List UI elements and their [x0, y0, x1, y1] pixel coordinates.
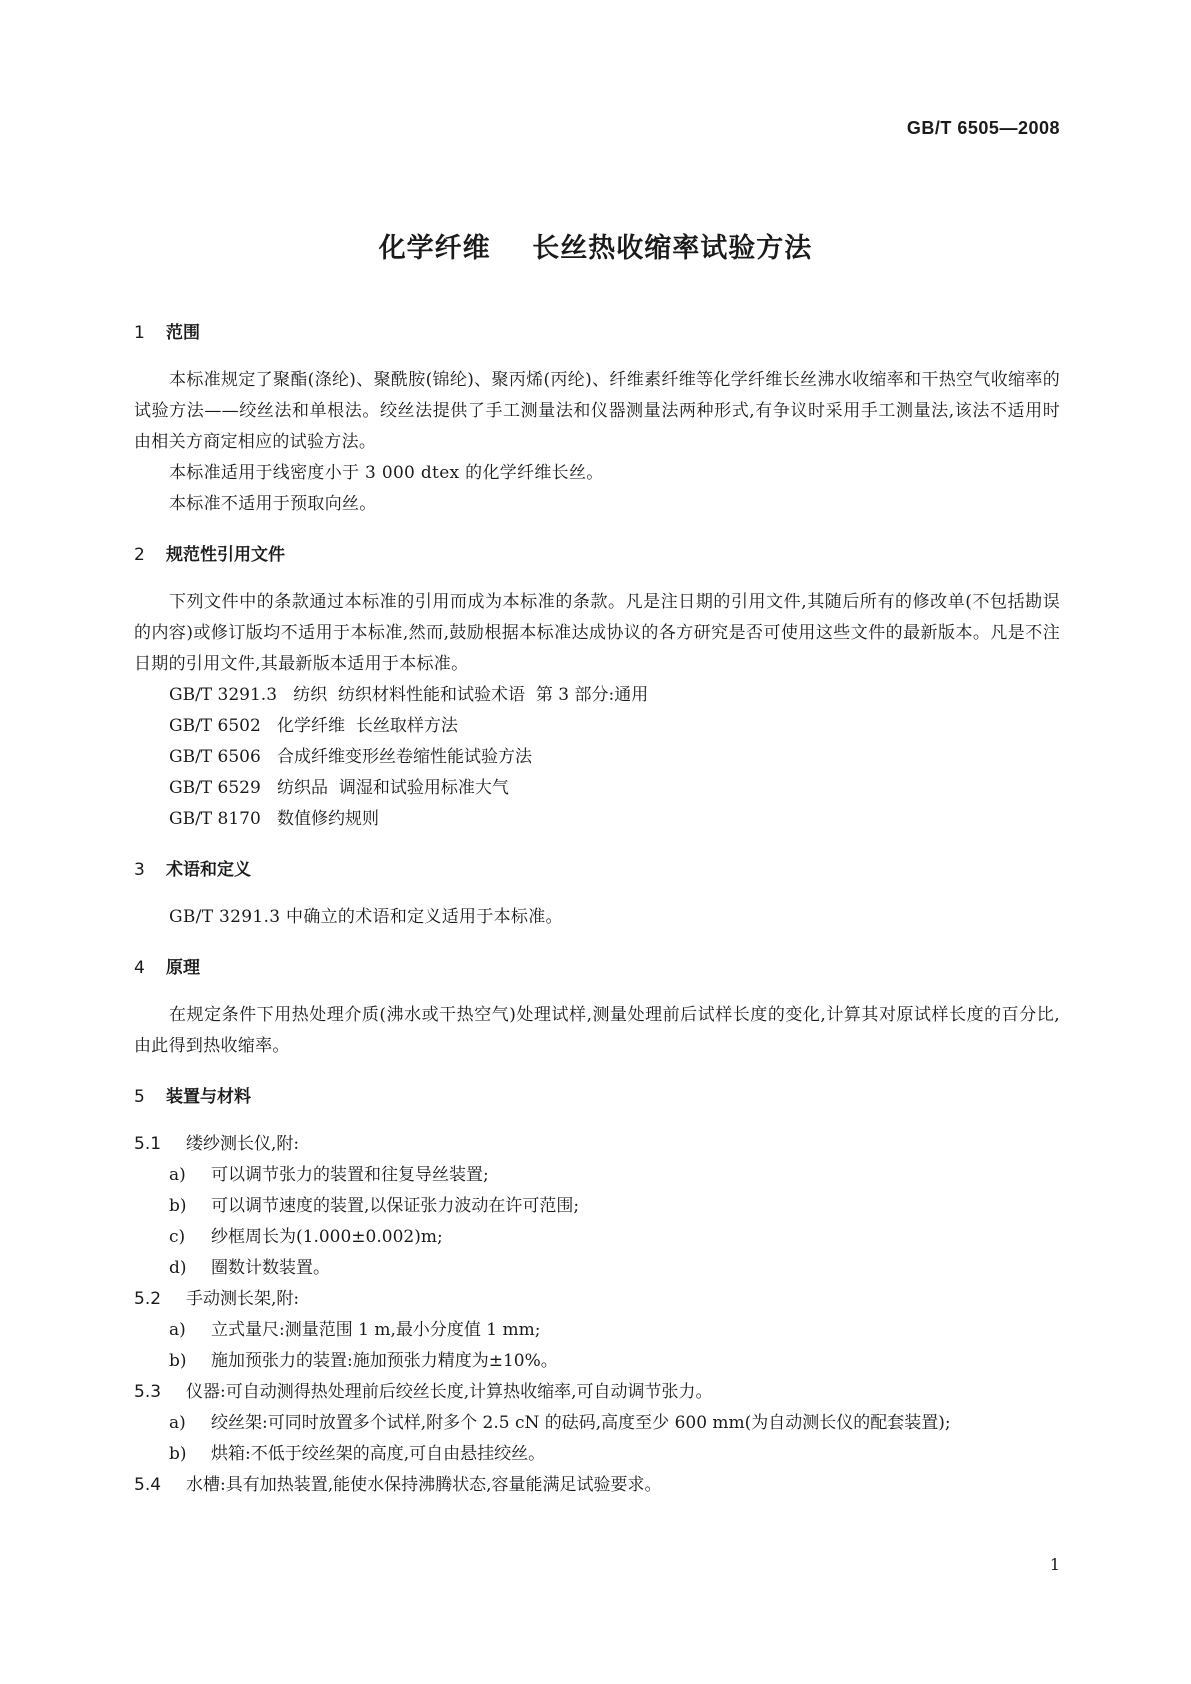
- paragraph: 在规定条件下用热处理介质(沸水或干热空气)处理试样,测量处理前后试样长度的变化,计算其对原试样长度的百分比,由此得到热收缩率。: [134, 1005, 1060, 1056]
- document-title: 化学纤维 长丝热收缩率试验方法: [378, 233, 813, 264]
- paragraph: 下列文件中的条款通过本标准的引用而成为本标准的条款。凡是注日期的引用文件,其随后所有的修改单(不包括勘误的内容)或修订版均不适用于本标准,然而,鼓励根据本标准达成协议的各方研究是否可使用这些文件的最新版本。凡是不注日期的引用文件,其最新版本适用于本标准。: [134, 592, 1060, 674]
- section-title: 范围: [166, 323, 200, 343]
- clause-text: 仪器:可自动测得热处理前后绞丝长度,计算热收缩率,可自动调节张力。: [186, 1382, 713, 1402]
- section-heading: [134, 322, 1060, 344]
- item-text: 施加预张力的装置:施加预张力精度为±10%。: [211, 1351, 558, 1371]
- list-item: [134, 1439, 1060, 1470]
- clause-text: 手动测长架,附:: [186, 1289, 300, 1309]
- clause-number: 5.1: [134, 1134, 162, 1154]
- paragraph: 本标准适用于线密度小于 3 000 dtex 的化学纤维长丝。: [169, 463, 604, 483]
- item-label: a): [169, 1413, 186, 1433]
- standard-number: GB/T 6505—2008: [906, 118, 1060, 138]
- clause: [134, 1377, 1060, 1408]
- clause-number: 5.2: [134, 1289, 162, 1309]
- item-text: 绞丝架:可同时放置多个试样,附多个 2.5 cN 的砝码,高度至少 600 mm(为自动测长仪的配套装置);: [211, 1413, 951, 1433]
- item-label: c): [169, 1227, 186, 1247]
- section-heading: [134, 957, 1060, 979]
- item-text: 立式量尺:测量范围 1 m,最小分度值 1 mm;: [211, 1320, 541, 1340]
- list-item: [134, 1222, 1060, 1253]
- item-text: 可以调节张力的装置和往复导丝装置;: [211, 1165, 489, 1185]
- clause: [134, 1129, 1060, 1160]
- section-heading: [134, 544, 1060, 566]
- clause-number: 5.4: [134, 1475, 162, 1495]
- reference-item: GB/T 6506 合成纤维变形丝卷缩性能试验方法: [169, 747, 533, 767]
- clause-text: 缕纱测长仪,附:: [186, 1134, 300, 1154]
- item-label: a): [169, 1320, 186, 1340]
- section-heading: [134, 859, 1060, 881]
- reference-item: GB/T 3291.3 纺织 纺织材料性能和试验术语 第 3 部分:通用: [169, 685, 649, 705]
- paragraph: 本标准规定了聚酯(涤纶)、聚酰胺(锦纶)、聚丙烯(丙纶)、纤维素纤维等化学纤维长丝沸水收缩率和干热空气收缩率的试验方法——绞丝法和单根法。绞丝法提供了手工测量法和仪器测量法两种形式,有争议时采用手工测量法,该法不适用时由相关方商定相应的试验方法。: [134, 370, 1060, 452]
- section-number: 2: [134, 545, 145, 565]
- clause: [134, 1470, 1060, 1501]
- clause-text: 水槽:具有加热装置,能使水保持沸腾状态,容量能满足试验要求。: [186, 1475, 662, 1495]
- clause-number: 5.3: [134, 1382, 162, 1402]
- section-number: 3: [134, 860, 145, 880]
- section-title: 术语和定义: [166, 860, 251, 880]
- section-number: 4: [134, 958, 145, 978]
- list-item: [134, 1160, 1060, 1191]
- list-item: [134, 1315, 1060, 1346]
- section-heading: [134, 1086, 1060, 1108]
- section-title: 装置与材料: [166, 1087, 251, 1107]
- item-text: 烘箱:不低于绞丝架的高度,可自由悬挂绞丝。: [211, 1444, 546, 1464]
- section-number: 5: [134, 1087, 145, 1107]
- section-title: 原理: [166, 958, 200, 978]
- item-text: 圈数计数装置。: [211, 1258, 330, 1278]
- document-body: [134, 322, 1060, 1501]
- reference-item: GB/T 8170 数值修约规则: [169, 809, 380, 829]
- item-label: a): [169, 1165, 186, 1185]
- list-item: [134, 1191, 1060, 1222]
- clause: [134, 1284, 1060, 1315]
- item-label: d): [169, 1258, 187, 1278]
- list-item: [134, 1253, 1060, 1284]
- paragraph: 本标准不适用于预取向丝。: [169, 494, 377, 514]
- list-item: [134, 1346, 1060, 1377]
- reference-item: GB/T 6502 化学纤维 长丝取样方法: [169, 716, 458, 736]
- list-item: [134, 1408, 1060, 1439]
- item-label: b): [169, 1444, 187, 1464]
- reference-item: GB/T 6529 纺织品 调湿和试验用标准大气: [169, 778, 509, 798]
- section-number: 1: [134, 323, 145, 343]
- section-title: 规范性引用文件: [166, 545, 285, 565]
- item-text: 纱框周长为(1.000±0.002)m;: [211, 1227, 443, 1247]
- item-label: b): [169, 1351, 187, 1371]
- item-label: b): [169, 1196, 187, 1216]
- page-number: 1: [1049, 1555, 1060, 1574]
- item-text: 可以调节速度的装置,以保证张力波动在许可范围;: [211, 1196, 580, 1216]
- paragraph: GB/T 3291.3 中确立的术语和定义适用于本标准。: [169, 907, 563, 927]
